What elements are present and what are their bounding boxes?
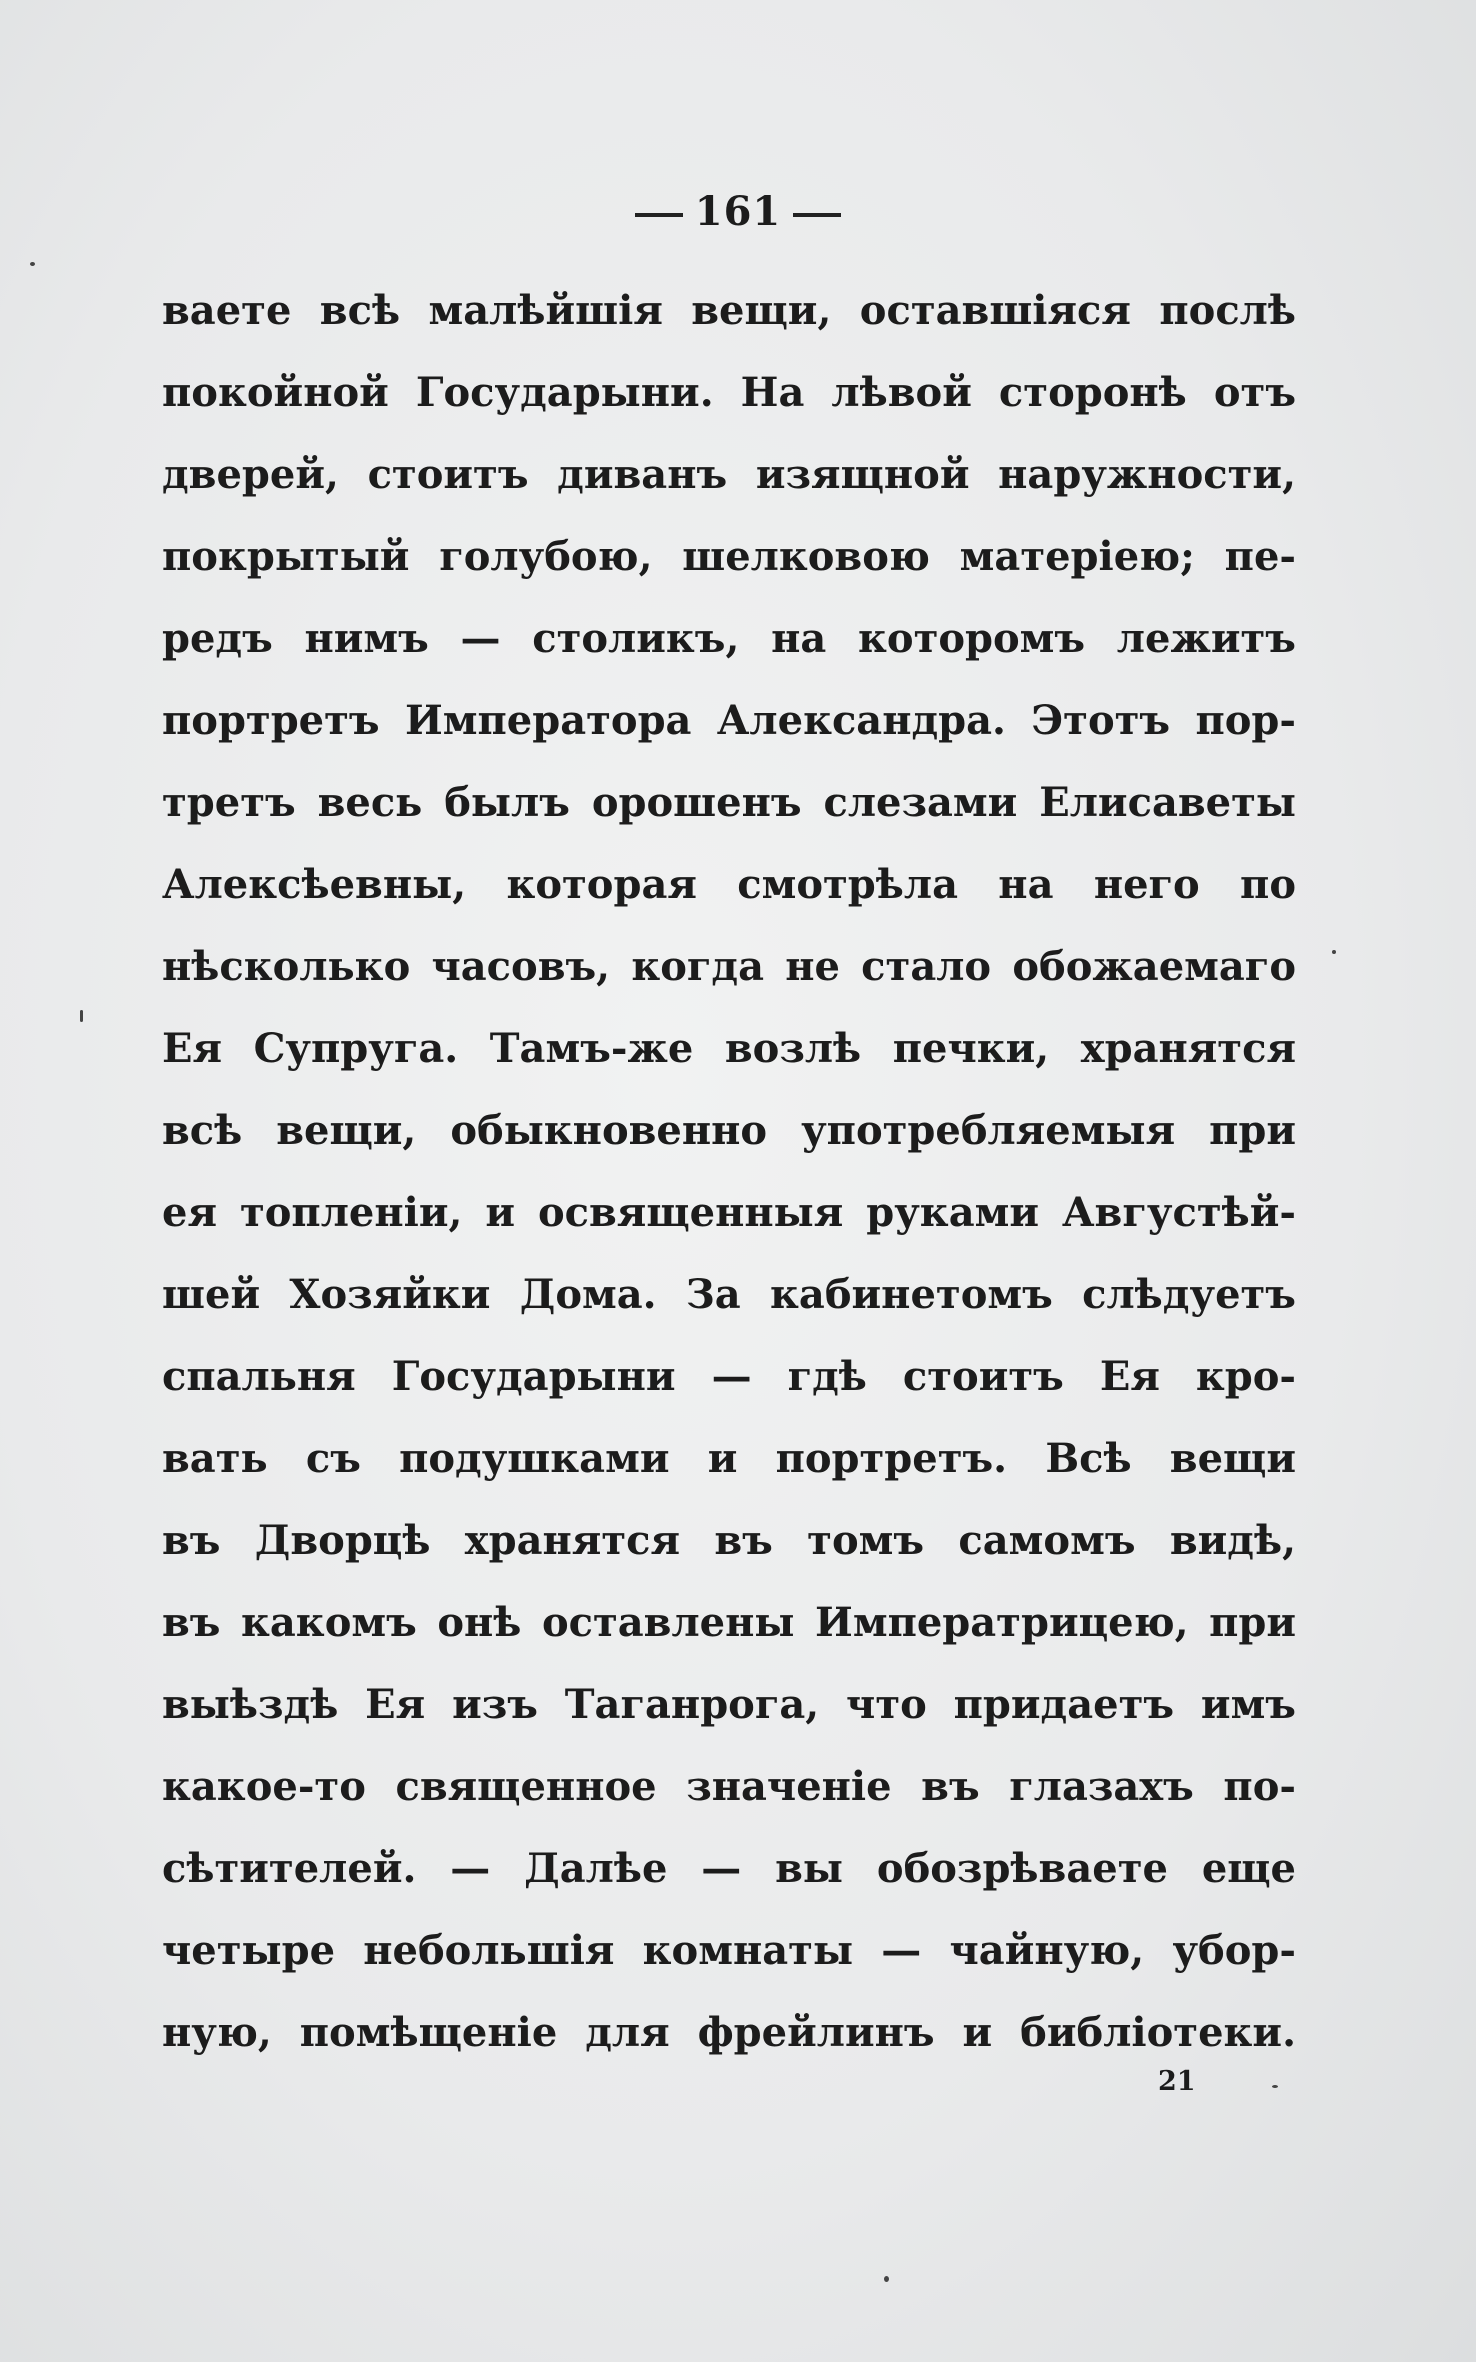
text-line: редъ нимъ — столикъ, на которомъ лежитъ: [162, 615, 1296, 662]
paper-speck: [1272, 2085, 1278, 2088]
text-line: Ея Супруга. Тамъ-же возлѣ печки, хранятся: [162, 1025, 1296, 1072]
text-line: выѣздѣ Ея изъ Таганрога, что придаетъ имъ: [162, 1681, 1296, 1728]
header-dash-left: [635, 213, 683, 217]
header-dash-right: [793, 213, 841, 217]
text-line: въ Дворцѣ хранятся въ томъ самомъ видѣ,: [162, 1517, 1296, 1564]
page-number: 161: [694, 188, 782, 235]
paper-speck: [884, 2276, 889, 2282]
text-line: спальня Государыни — гдѣ стоитъ Ея кро-: [162, 1353, 1296, 1400]
page-header: [0, 188, 1476, 235]
text-line: Алексѣевны, которая смотрѣла на него по: [162, 861, 1296, 908]
text-line: нѣсколько часовъ, когда не стало обожаемаго: [162, 943, 1296, 990]
text-line: покойной Государыни. На лѣвой сторонѣ отъ: [162, 369, 1296, 416]
text-line: третъ весь былъ орошенъ слезами Елисаветы: [162, 779, 1296, 826]
text-line: четыре небольшія комнаты — чайную, убор-: [162, 1927, 1296, 1974]
body-text: [162, 270, 1296, 2074]
paper-speck: [1332, 950, 1336, 954]
text-line: портретъ Императора Александра. Этотъ пор-: [162, 697, 1296, 744]
text-line: сѣтителей. — Далѣе — вы обозрѣваете еще: [162, 1845, 1296, 1892]
text-line: шей Хозяйки Дома. За кабинетомъ слѣдуетъ: [162, 1271, 1296, 1318]
text-line: ную, помѣщеніе для фрейлинъ и библіотеки.: [162, 2009, 1296, 2056]
text-line: ваете всѣ малѣйшія вещи, оставшіяся послѣ: [162, 287, 1296, 334]
paper-speck: [30, 262, 35, 266]
paper-speck: [80, 1010, 83, 1022]
text-line: ея топленіи, и освященныя руками Августѣй-: [162, 1189, 1296, 1236]
text-line: всѣ вещи, обыкновенно употребляемыя при: [162, 1107, 1296, 1154]
text-line: покрытый голубою, шелковою матеріею; пе-: [162, 533, 1296, 580]
text-line: вать съ подушками и портретъ. Всѣ вещи: [162, 1435, 1296, 1482]
text-line: въ какомъ онѣ оставлены Императрицею, при: [162, 1599, 1296, 1646]
signature-mark: 21: [1158, 2066, 1196, 2097]
text-line: дверей, стоитъ диванъ изящной наружности,: [162, 451, 1296, 498]
text-line: какое-то священное значеніе въ глазахъ по-: [162, 1763, 1296, 1810]
